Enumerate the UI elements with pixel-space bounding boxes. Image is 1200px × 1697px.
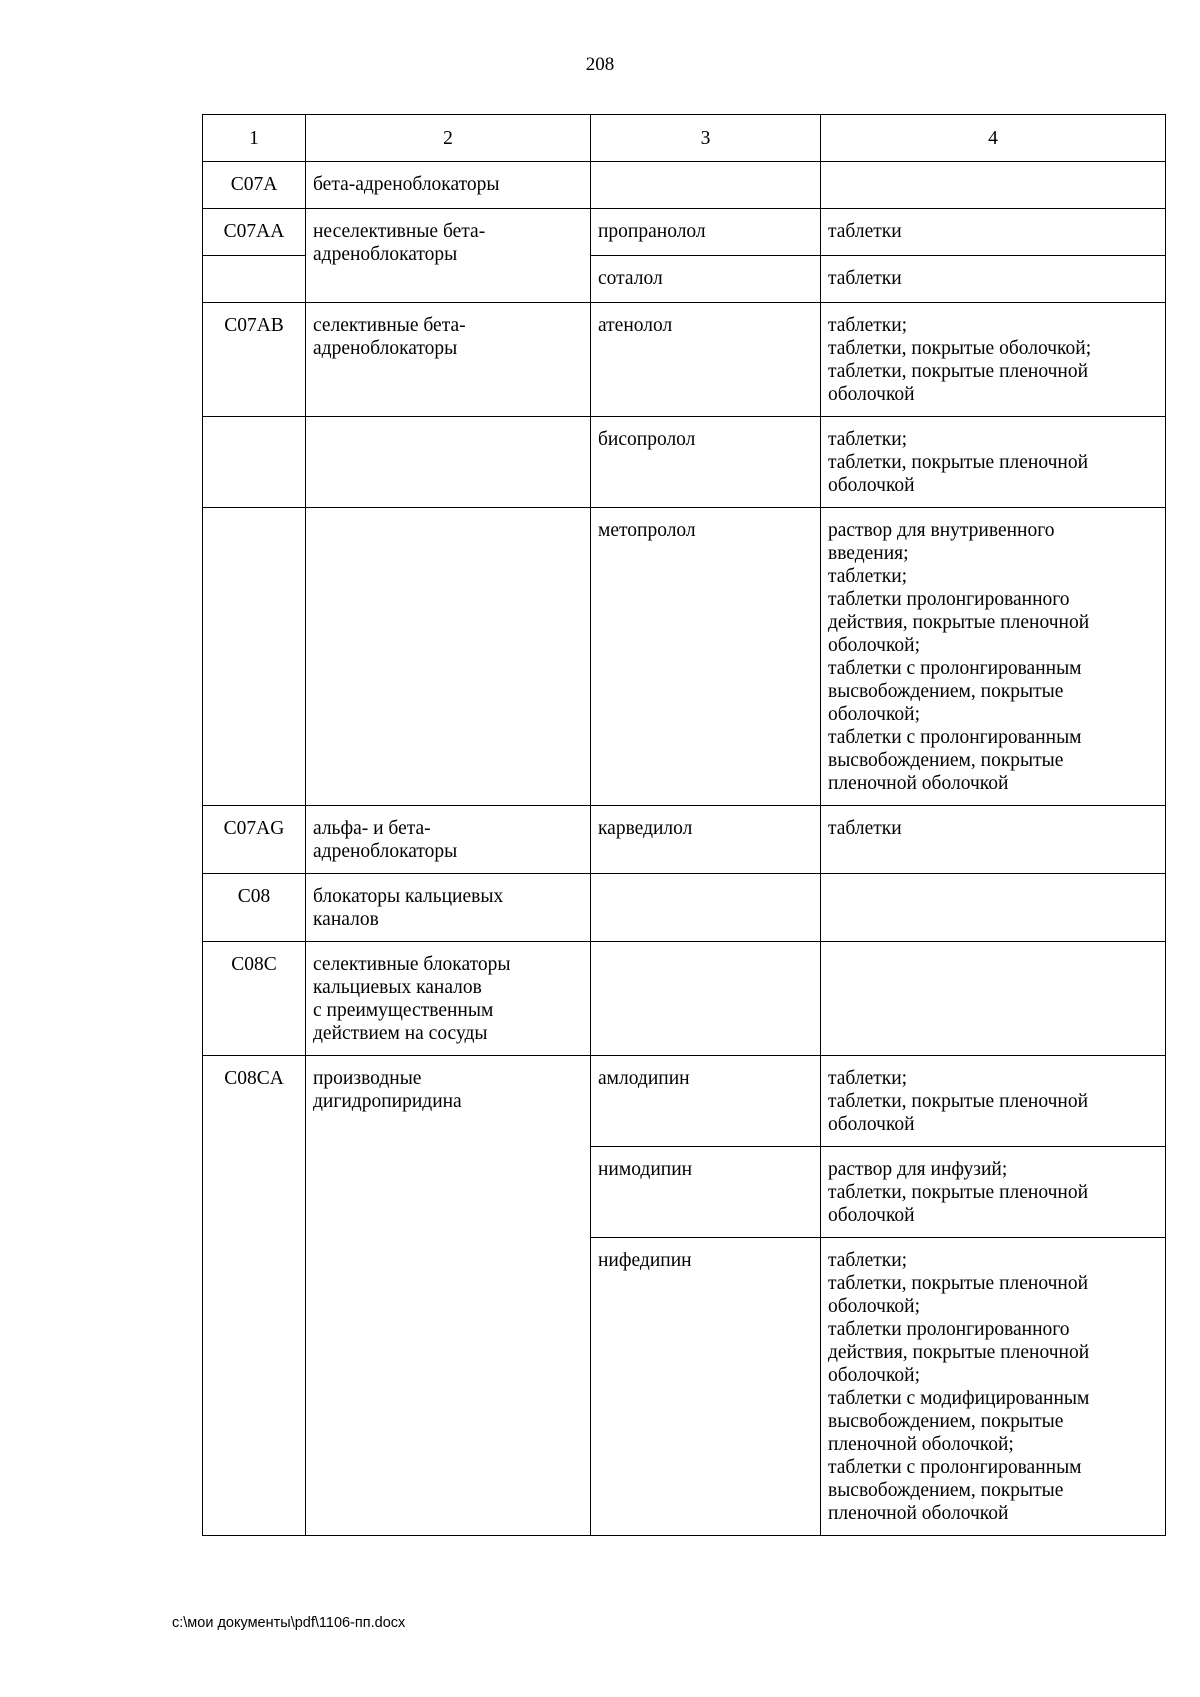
table-row [203,942,1166,1056]
table-row [203,874,1166,942]
group-name-cell [306,508,591,806]
group-name-cell: селективные блокаторы кальциевых каналов с преимущественным действием на сосуды [306,942,591,1056]
dosage-forms-cell [821,874,1166,942]
group-name-cell: бета-адреноблокаторы [306,162,591,209]
page-number: 208 [585,54,615,75]
drug-name-cell: карведилол [591,806,821,874]
atc-code-cell [203,417,306,508]
dosage-forms-cell: таблетки; таблетки, покрытые оболочкой; таблетки, покрытые пленочной оболочкой [821,303,1166,417]
group-name-cell: блокаторы кальциевых каналов [306,874,591,942]
header-cell: 2 [306,115,591,162]
header-cell: 4 [821,115,1166,162]
dosage-forms-cell: таблетки [821,806,1166,874]
atc-code-cell: C07AB [203,303,306,417]
atc-code-cell: C08C [203,942,306,1056]
drug-name-cell: нифедипин [591,1238,821,1536]
dosage-forms-cell [821,942,1166,1056]
group-name-cell: неселективные бета- адреноблокаторы [306,209,591,303]
dosage-forms-cell: раствор для внутривенного введения; таблетки; таблетки пролонгированного действия, покрытые пленочной оболочкой; таблетки с пролонгированным высвобождением, покрытые оболочкой; таблетки с пролонгированным высвобождением, покрытые пленочной оболочкой [821,508,1166,806]
dosage-forms-cell: таблетки [821,209,1166,256]
group-name-cell: альфа- и бета- адреноблокаторы [306,806,591,874]
table-row [203,417,1166,508]
atc-code-cell: C07A [203,162,306,209]
drug-name-cell [591,942,821,1056]
group-name-cell: производные дигидропиридина [306,1056,591,1536]
table-row [203,508,1166,806]
drug-name-cell: атенолол [591,303,821,417]
table-row [203,806,1166,874]
drug-name-cell [591,162,821,209]
atc-code-cell: C07AA [203,209,306,256]
group-name-cell [306,417,591,508]
dosage-forms-cell: таблетки; таблетки, покрытые пленочной оболочкой [821,417,1166,508]
drug-name-cell: соталол [591,256,821,303]
table-row [203,1056,1166,1147]
dosage-forms-cell: таблетки [821,256,1166,303]
table-row [203,303,1166,417]
header-cell: 3 [591,115,821,162]
dosage-forms-cell: раствор для инфузий; таблетки, покрытые пленочной оболочкой [821,1147,1166,1238]
atc-code-cell: C08 [203,874,306,942]
drug-name-cell: амлодипин [591,1056,821,1147]
drug-name-cell: бисопролол [591,417,821,508]
file-path-footer: c:\мои документы\pdf\1106-пп.docx [172,1615,406,1631]
dosage-forms-cell: таблетки; таблетки, покрытые пленочной оболочкой; таблетки пролонгированного действия, покрытые пленочной оболочкой; таблетки с модифицированным высвобождением, покрытые пленочной оболочкой; таблетки с пролонгированным высвобождением, покрытые пленочной оболочкой [821,1238,1166,1536]
table-row [203,162,1166,209]
dosage-forms-cell [821,162,1166,209]
table-row [203,209,1166,256]
drug-table [202,114,1166,1536]
drug-name-cell: нимодипин [591,1147,821,1238]
atc-code-cell: C07AG [203,806,306,874]
drug-name-cell [591,874,821,942]
drug-name-cell: пропранолол [591,209,821,256]
atc-code-cell [203,256,306,303]
atc-code-cell: C08CA [203,1056,306,1536]
drug-name-cell: метопролол [591,508,821,806]
dosage-forms-cell: таблетки; таблетки, покрытые пленочной оболочкой [821,1056,1166,1147]
table-header-row [203,115,1166,162]
header-cell: 1 [203,115,306,162]
atc-code-cell [203,508,306,806]
group-name-cell: селективные бета- адреноблокаторы [306,303,591,417]
